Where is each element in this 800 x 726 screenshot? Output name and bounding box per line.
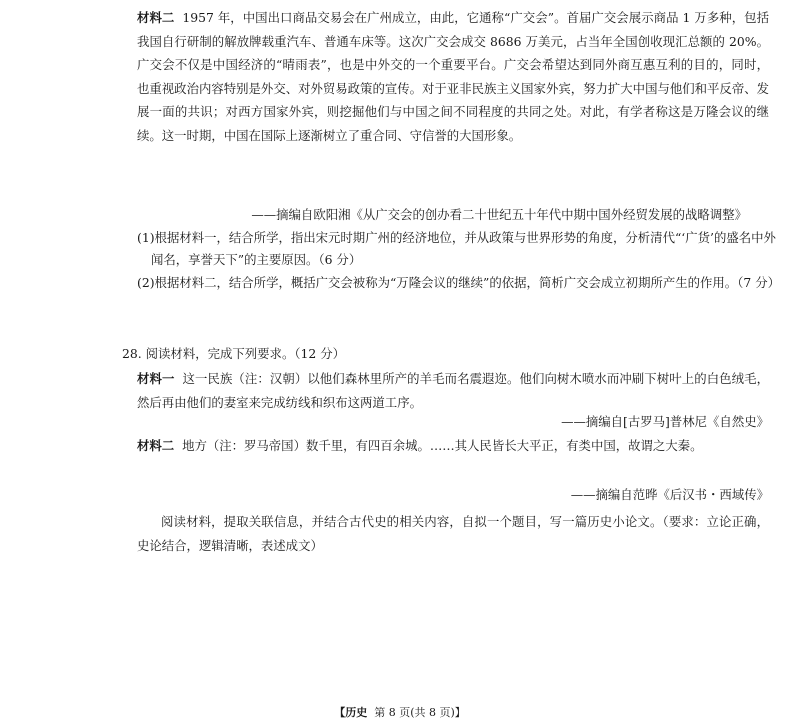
material2-text: 1957 年，中国出口商品交易会在广州成立，由此，它通称“广交会”。首届广交会展示商品 1 万多种，包括我国自行研制的解放牌载重汽车、普通车床等。这次广交会成交 8686 万美元，占当年全国创收现汇总额的 20%。广交会不仅是中国经济的“晴雨表”，也是中外交的一个重要平台。广交会希望达到同外商互惠互利的目的，同时，也重视政治内容特别是外交、对外贸易政策的宣传。对于亚非民族主义国家外宾，努力扩大中国与他们和平反帝、发展一面的共识；对西方国家外宾，则挖掘他们与中国之间不同程度的共同之处。对此，有学者称这是万隆会议的继续。这一时期，中国在国际上逐渐树立了重合同、守信誉的大国形象。 (137, 10, 769, 143)
question28-material1-label: 材料一 (137, 371, 175, 386)
question28-heading: 28. 阅读材料，完成下列要求。（12 分） (122, 346, 346, 361)
material2-label: 材料二 (137, 10, 175, 25)
material2-passage (137, 6, 769, 147)
question28-material2-source: ——摘编自范晔《后汉书・西域传》 (570, 487, 769, 502)
footer-subject: 【历史 (334, 706, 368, 719)
question28-material2-label: 材料二 (137, 438, 175, 453)
question28-material1-text: 这一民族（注：汉朝）以他们森林里所产的羊毛而名震遐迩。他们向树木喷水而冲刷下树叶上的白色绒毛，然后再由他们的妻室来完成纺线和织布这两道工序。 (137, 371, 770, 410)
question28-task: 阅读材料，提取关联信息，并结合古代史的相关内容，自拟一个题目，写一篇历史小论文。（要求：立论正确，史论结合，逻辑清晰，表述成文） (137, 514, 769, 553)
question28-material2-text: 地方（注：罗马帝国）数千里，有四百余城。……其人民皆长大平正，有类中国，故谓之大秦。 (182, 438, 703, 453)
question27-sub1: (1)根据材料一，结合所学，指出宋元时期广州的经济地位，并从政策与世界形势的角度，分析清代“‘广货’的盛名中外闻名，享誉天下”的主要原因。（6 分） (137, 230, 776, 267)
material2-source: ——摘编自欧阳湘《从广交会的创办看二十世纪五十年代中期中国外经贸发展的战略调整》 (251, 207, 747, 222)
question27-sub2: (2)根据材料二，结合所学，概括广交会被称为“万隆会议的继续”的依据，简析广交会成立初期所产生的作用。（7 分） (137, 275, 780, 290)
page-footer (0, 704, 800, 720)
question28-material1 (137, 367, 769, 414)
question28-material2 (137, 434, 769, 458)
footer-page-number: 第 8 页(共 8 页)】 (374, 706, 466, 719)
question28-material1-source: ——摘编自[古罗马]普林尼《自然史》 (561, 414, 769, 429)
